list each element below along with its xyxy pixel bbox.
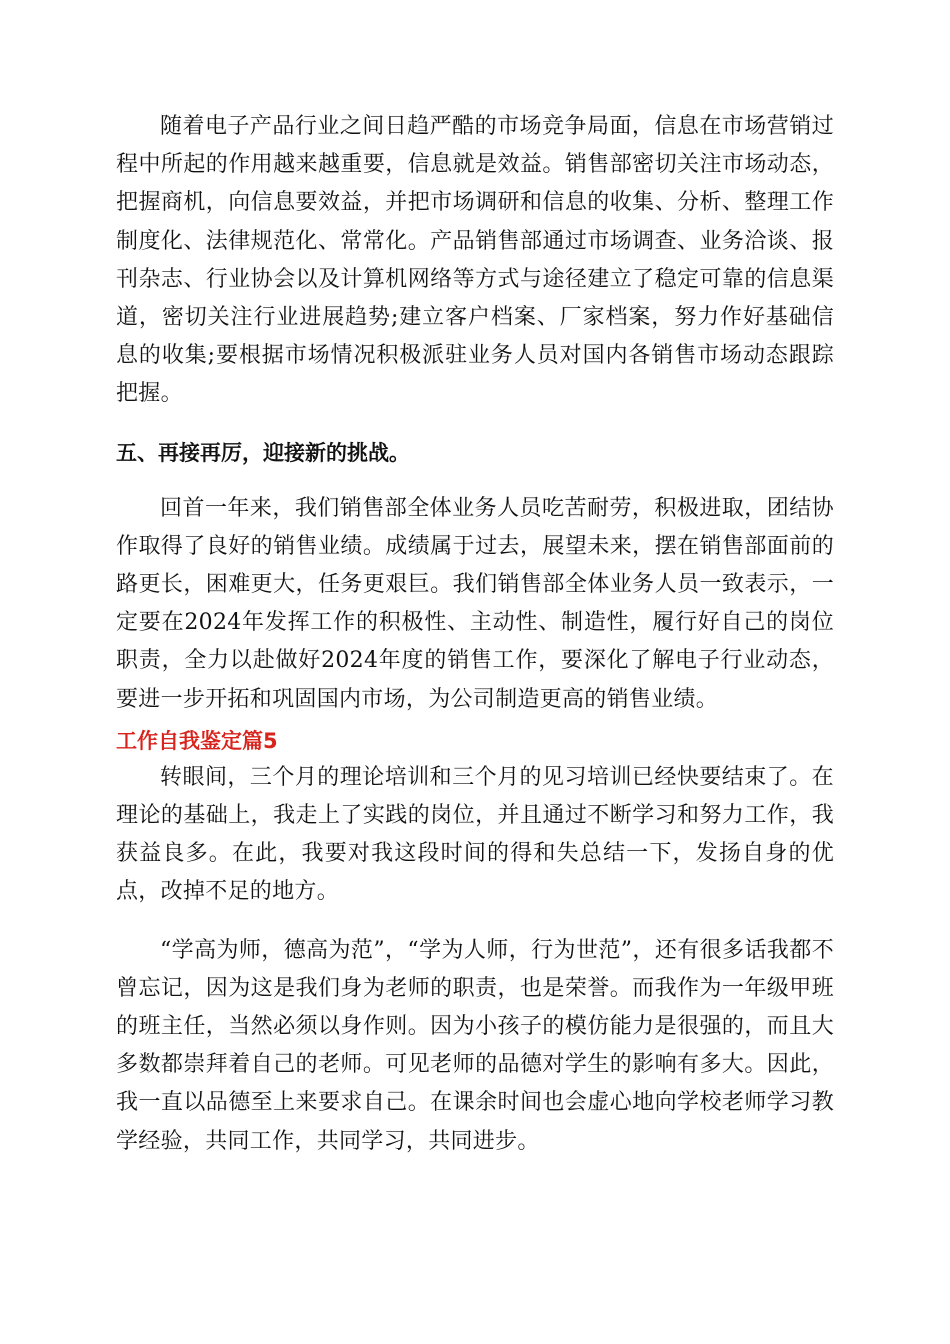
paragraph-teacher-role: “学高为师，德高为范”，“学为人师，行为世范”，还有很多话我都不曾忘记，因为这是我们身为老师的职责，也是荣誉。而我作为一年级甲班的班主任，当然必须以身作则。因为小孩子的模仿能力是很强的，而且大多数都崇拜着自己的老师。可见老师的品德对学生的影响有多大。因此，我一直以品德至上来要求自己。在课余时间也会虚心地向学校老师学习教学经验，共同工作，共同学习，共同进步。 (116, 937, 834, 1154)
spacer (116, 414, 834, 434)
paragraph-training-summary: 转眼间，三个月的理论培训和三个月的见习培训已经快要结束了。在理论的基础上，我走上了实践的岗位，并且通过不断学习和努力工作，我获益良多。在此，我要对我这段时间的得和失总结一下，发扬自身的优点，改掉不足的地方。 (116, 764, 834, 905)
paragraph-looking-back: 回首一年来，我们销售部全体业务人员吃苦耐劳，积极进取，团结协作取得了良好的销售业绩。成绩属于过去，展望未来，摆在销售部面前的路更长，困难更大，任务更艰巨。我们销售部全体业务人员一致表示，一定要在2024年发挥工作的积极性、主动性、制造性，履行好自己的岗位职责，全力以赴做好2024年度的销售工作，要深化了解电子行业动态，要进一步开拓和巩固国内市场，为公司制造更高的销售业绩。 (116, 495, 834, 712)
paragraph-market-information: 随着电子产品行业之间日趋严酷的市场竞争局面，信息在市场营销过程中所起的作用越来越重要，信息就是效益。销售部密切关注市场动态，把握商机，向信息要效益，并把市场调研和信息的收集、分析、整理工作制度化、法律规范化、常常化。产品销售部通过市场调查、业务洽谈、报刊杂志、行业协会以及计算机网络等方式与途径建立了稳定可靠的信息渠道，密切关注行业进展趋势;建立客户档案、厂家档案，努力作好基础信息的收集;要根据市场情况积极派驻业务人员对国内各销售市场动态跟踪把握。 (116, 114, 834, 407)
heading-section-five: 五、再接再厉，迎接新的挑战。 (116, 440, 410, 465)
spacer (116, 472, 834, 490)
section-title: 工作自我鉴定篇5 (116, 728, 278, 753)
spacer (116, 912, 834, 932)
document-page (116, 108, 834, 1161)
